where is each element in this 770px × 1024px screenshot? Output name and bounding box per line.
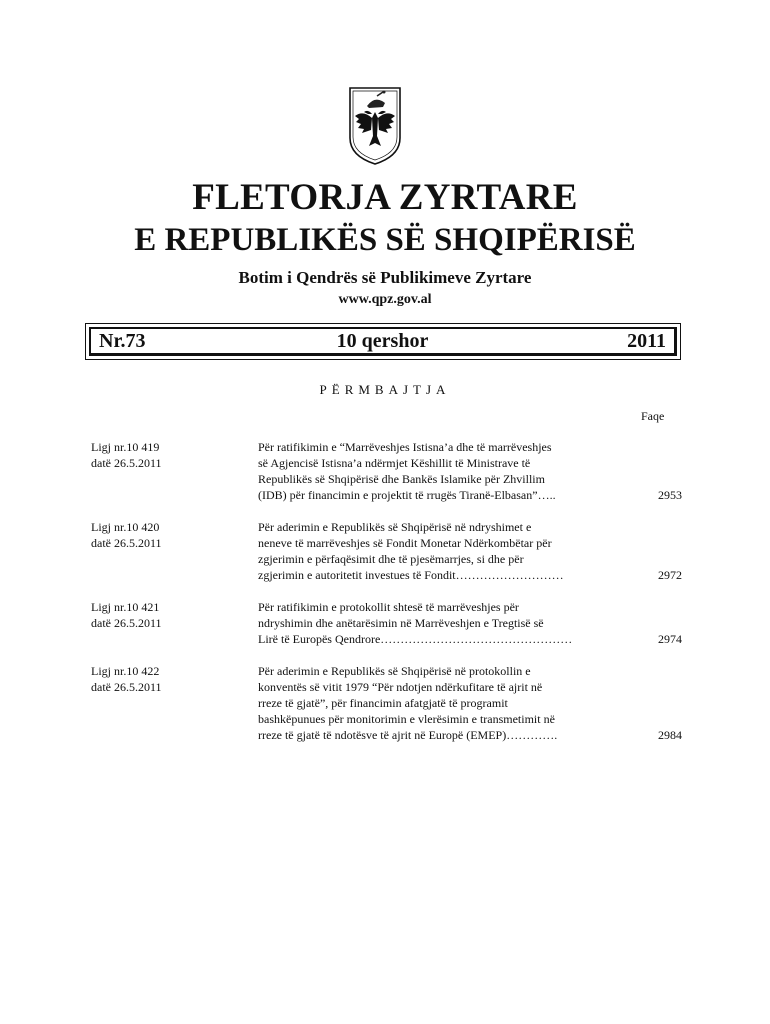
law-description [258, 663, 618, 743]
law-description [258, 519, 618, 583]
description-line: Për aderimin e Republikës së Shqipërisë në protokollin e [258, 664, 531, 678]
description-line: ndryshimin dhe anëtarësimin në Marrëveshjen e Tregtisë së [258, 616, 544, 630]
gazette-title: FLETORJA ZYRTARE [192, 177, 578, 218]
description-line: Republikës së Shqipërisë dhe Bankës Islamike për Zhvillim [258, 472, 545, 486]
law-reference [91, 599, 231, 631]
description-line: Për aderimin e Republikës së Shqipërisë në ndryshimet e [258, 520, 532, 534]
description-line: Lirë të Europës Qendrore………………………………………… [258, 632, 573, 646]
law-date: datë 26.5.2011 [91, 456, 162, 470]
law-number: Ligj nr.10 420 [91, 520, 160, 534]
law-number: Ligj nr.10 419 [91, 440, 160, 454]
law-number: Ligj nr.10 421 [91, 600, 160, 614]
page-number: 2953 [658, 488, 682, 502]
law-reference [91, 519, 231, 551]
page-column-label: Faqe [641, 409, 665, 423]
law-date: datë 26.5.2011 [91, 680, 162, 694]
publisher-subtitle: Botim i Qendrës së Publikimeve Zyrtare [238, 268, 532, 287]
issue-banner [85, 323, 681, 360]
description-line: zgjerimin e përfaqësimit dhe të pjesëmarrjes, si dhe për [258, 552, 524, 566]
description-line: bashkëpunues për monitorimin e vlerësimin e transmetimit në [258, 712, 555, 726]
description-line: Për ratifikimin e protokollit shtesë të marrëveshjes për [258, 600, 519, 614]
description-line: rreze të gjatë të ndotësve të ajrit në Europë (EMEP)…………. [258, 728, 558, 742]
albanian-coat-of-arms-icon [347, 86, 403, 166]
description-line: Për ratifikimin e “Marrëveshjes Istisna’a dhe të marrëveshjes [258, 440, 552, 454]
description-line: së Agjencisë Istisna’a ndërmjet Këshillit të Ministrave të [258, 456, 531, 470]
law-date: datë 26.5.2011 [91, 536, 162, 550]
gazette-title-line2: E REPUBLIKËS SË SHQIPËRISË [134, 222, 636, 258]
toc-heading: PËRMBAJTJA [319, 382, 451, 397]
law-reference [91, 439, 231, 471]
description-line: rreze të gjatë”, për financimin afatgjatë të programit [258, 696, 508, 710]
issue-year: 2011 [627, 329, 666, 352]
description-line: konventës së vitit 1979 “Për ndotjen ndërkufitare të ajrit në [258, 680, 543, 694]
law-reference [91, 663, 231, 695]
description-line: zgjerimin e autoritetit investues të Fondit……………………… [258, 568, 564, 582]
description-line: (IDB) për financimin e projektit të rrugës Tiranë-Elbasan”….. [258, 488, 556, 502]
issue-number: Nr.73 [99, 329, 146, 352]
law-date: datë 26.5.2011 [91, 616, 162, 630]
page-number: 2972 [658, 568, 682, 582]
website-link[interactable]: www.qpz.gov.al [338, 292, 432, 307]
issue-date: 10 qershor [336, 329, 429, 352]
page-number: 2984 [658, 728, 682, 742]
description-line: neneve të marrëveshjes së Fondit Monetar Ndërkombëtar për [258, 536, 552, 550]
law-description [258, 599, 618, 647]
law-description [258, 439, 618, 503]
page-number: 2974 [658, 632, 682, 646]
law-number: Ligj nr.10 422 [91, 664, 160, 678]
